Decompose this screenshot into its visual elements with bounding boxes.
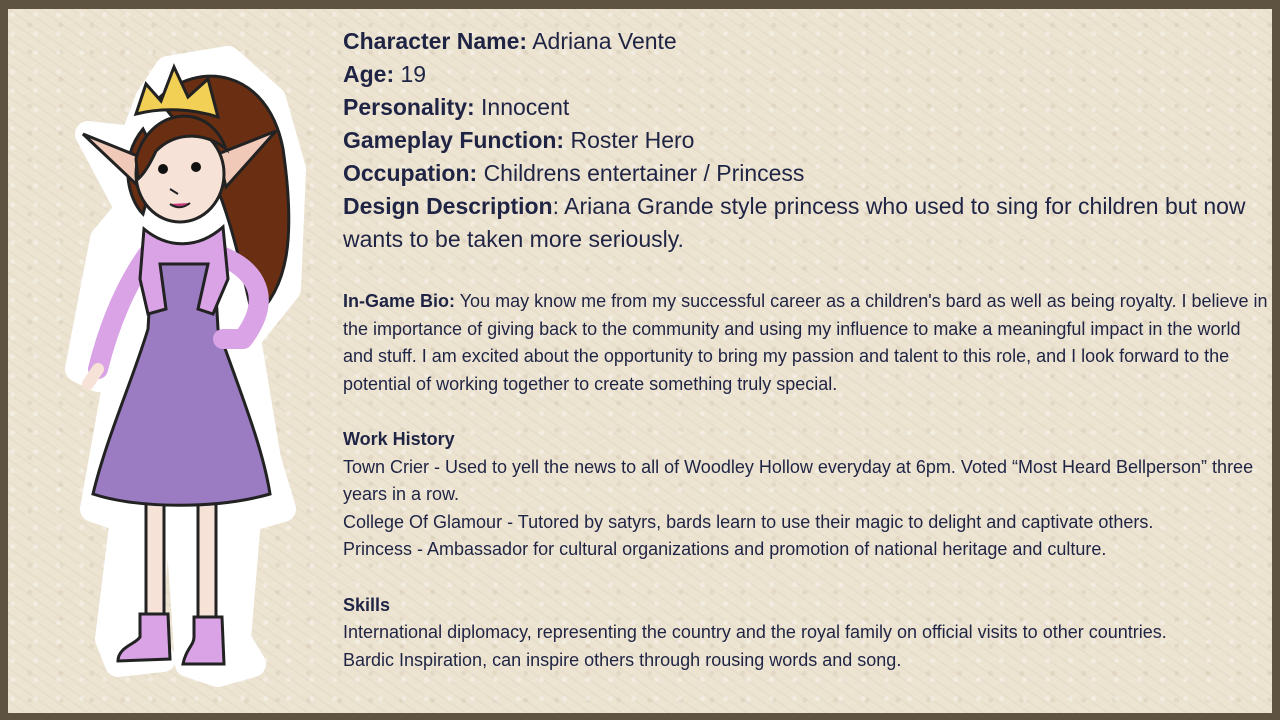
work-history-item: College Of Glamour - Tutored by satyrs, bards learn to use their magic to delight and captivate others.	[343, 511, 1154, 532]
character-details	[343, 25, 1268, 674]
bio-text: You may know me from my successful career as a children's bard as well as being royalty. I believe in the importance of giving back to the community and using my influence to make a meaningful impact in the world and stuff. I am excited about the opportunity to bring my passion and talent to this role, and I look forward to the potential of working together to create something truly special.	[343, 291, 1268, 394]
character-sheet	[8, 9, 1272, 713]
name-value: Adriana Vente	[532, 28, 677, 54]
work-history-heading	[343, 426, 1268, 454]
age-value: 19	[400, 61, 427, 87]
character-portrait	[48, 39, 328, 689]
work-history-item: Town Crier - Used to yell the news to all of Woodley Hollow everyday at 6pm. Voted “Most Heard Bellperson” three years in a row.	[343, 456, 1254, 504]
skill-item: International diplomacy, representing the country and the royal family on official visits to other countries.	[343, 622, 1167, 642]
gameplay-function-value: Roster Hero	[570, 127, 695, 153]
age-label: Age:	[343, 61, 395, 87]
design-description-row	[343, 190, 1268, 256]
personality-label: Personality:	[343, 94, 475, 120]
skills-heading-text: Skills	[343, 594, 391, 615]
name-row	[343, 25, 1268, 58]
work-history-heading-text: Work History	[343, 429, 455, 449]
personality-row	[343, 91, 1268, 124]
gameplay-function-row	[343, 124, 1268, 157]
gameplay-function-label: Gameplay Function:	[343, 127, 565, 153]
name-label: Character Name:	[343, 28, 528, 54]
occupation-row	[343, 157, 1268, 190]
occupation-label: Occupation:	[343, 160, 478, 186]
work-history-item: Princess - Ambassador for cultural organizations and promotion of national heritage and culture.	[343, 539, 1107, 559]
design-description-label: Design Description	[343, 193, 553, 219]
skills-heading	[343, 592, 1268, 620]
personality-value: Innocent	[481, 94, 570, 120]
bio-label: In-Game Bio:	[343, 291, 456, 311]
occupation-value: Childrens entertainer / Princess	[483, 160, 805, 186]
age-row	[343, 58, 1268, 91]
bio-paragraph	[343, 288, 1268, 398]
design-description-value: : Ariana Grande style princess who used to sing for children but now wants to be taken more seriously.	[343, 193, 1246, 252]
skill-item: Bardic Inspiration, can inspire others through rousing words and song.	[343, 649, 902, 670]
